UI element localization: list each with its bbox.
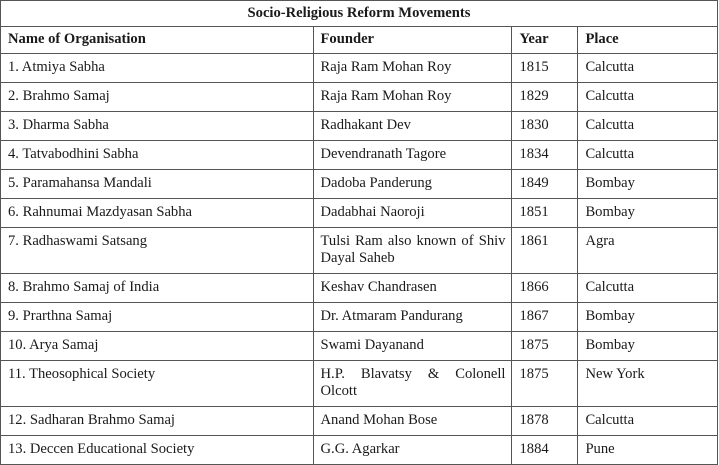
- organisation-name: 13. Deccen Educational Society: [1, 436, 314, 465]
- table-row: [1, 170, 718, 199]
- founder: [313, 436, 512, 465]
- place: Pune: [578, 436, 718, 465]
- organisation-name: 6. Rahnumai Mazdyasan Sabha: [1, 199, 314, 228]
- founder: [313, 332, 512, 361]
- year: 1834: [512, 141, 578, 170]
- table-row: [1, 83, 718, 112]
- year: 1884: [512, 436, 578, 465]
- organisation-name: 7. Radhaswami Satsang: [1, 228, 314, 274]
- organisation-name: 1. Atmiya Sabha: [1, 54, 314, 83]
- year: 1875: [512, 361, 578, 407]
- table-row: [1, 228, 718, 274]
- founder-text: Tulsi Ram also known of Shiv Dayal Saheb: [320, 233, 506, 266]
- year: 1849: [512, 170, 578, 199]
- year: 1867: [512, 303, 578, 332]
- founder-text: Dadoba Panderung: [320, 175, 432, 191]
- place: New York: [578, 361, 718, 407]
- place: Bombay: [578, 332, 718, 361]
- founder: [313, 83, 512, 112]
- column-header-place: Place: [578, 27, 718, 54]
- founder: [313, 361, 512, 407]
- organisation-name: 4. Tatvabodhini Sabha: [1, 141, 314, 170]
- table-row: [1, 274, 718, 303]
- table-title: Socio-Religious Reform Movements: [1, 1, 718, 27]
- founder-text: G.G. Agarkar: [320, 441, 400, 457]
- founder-text: Dadabhai Naoroji: [320, 204, 425, 220]
- founder: [313, 228, 512, 274]
- organisation-name: 3. Dharma Sabha: [1, 112, 314, 141]
- year: 1851: [512, 199, 578, 228]
- year: 1830: [512, 112, 578, 141]
- table-row: [1, 112, 718, 141]
- founder-text: Raja Ram Mohan Roy: [320, 88, 452, 104]
- table-row: [1, 332, 718, 361]
- organisation-name: 10. Arya Samaj: [1, 332, 314, 361]
- place: Bombay: [578, 199, 718, 228]
- founder: [313, 170, 512, 199]
- year: 1866: [512, 274, 578, 303]
- place: Calcutta: [578, 112, 718, 141]
- place: Calcutta: [578, 54, 718, 83]
- founder: [313, 141, 512, 170]
- place: Bombay: [578, 303, 718, 332]
- table-row: [1, 141, 718, 170]
- founder: [313, 112, 512, 141]
- place: Calcutta: [578, 141, 718, 170]
- founder: [313, 274, 512, 303]
- column-header-founder: Founder: [313, 27, 512, 54]
- founder: [313, 303, 512, 332]
- founder: [313, 54, 512, 83]
- column-header-year: Year: [512, 27, 578, 54]
- year: 1878: [512, 407, 578, 436]
- organisation-name: 12. Sadharan Brahmo Samaj: [1, 407, 314, 436]
- table-row: [1, 436, 718, 465]
- founder: [313, 199, 512, 228]
- title-row: [1, 1, 718, 27]
- table-row: [1, 361, 718, 407]
- place: Bombay: [578, 170, 718, 199]
- organisation-name: 8. Brahmo Samaj of India: [1, 274, 314, 303]
- organisation-name: 9. Prarthna Samaj: [1, 303, 314, 332]
- founder-text: Dr. Atmaram Pandurang: [320, 308, 463, 324]
- table-row: [1, 407, 718, 436]
- organisation-name: 2. Brahmo Samaj: [1, 83, 314, 112]
- founder-text: Swami Dayanand: [320, 337, 424, 353]
- place: Calcutta: [578, 407, 718, 436]
- organisation-name: 11. Theosophical Society: [1, 361, 314, 407]
- place: Calcutta: [578, 274, 718, 303]
- founder-text: Devendranath Tagore: [320, 146, 447, 162]
- column-header-name: Name of Organisation: [1, 27, 314, 54]
- founder-text: Radhakant Dev: [320, 117, 411, 133]
- year: 1815: [512, 54, 578, 83]
- founder-text: Anand Mohan Bose: [320, 412, 438, 428]
- year: 1829: [512, 83, 578, 112]
- founder-text: H.P. Blavatsy & Colonell Olcott: [320, 366, 506, 399]
- table-row: [1, 303, 718, 332]
- founder-text: Keshav Chandrasen: [320, 279, 437, 295]
- table-row: [1, 199, 718, 228]
- header-row: [1, 27, 718, 54]
- year: 1875: [512, 332, 578, 361]
- place: Agra: [578, 228, 718, 274]
- year: 1861: [512, 228, 578, 274]
- founder: [313, 407, 512, 436]
- place: Calcutta: [578, 83, 718, 112]
- founder-text: Raja Ram Mohan Roy: [320, 59, 452, 75]
- organisation-name: 5. Paramahansa Mandali: [1, 170, 314, 199]
- table-row: [1, 54, 718, 83]
